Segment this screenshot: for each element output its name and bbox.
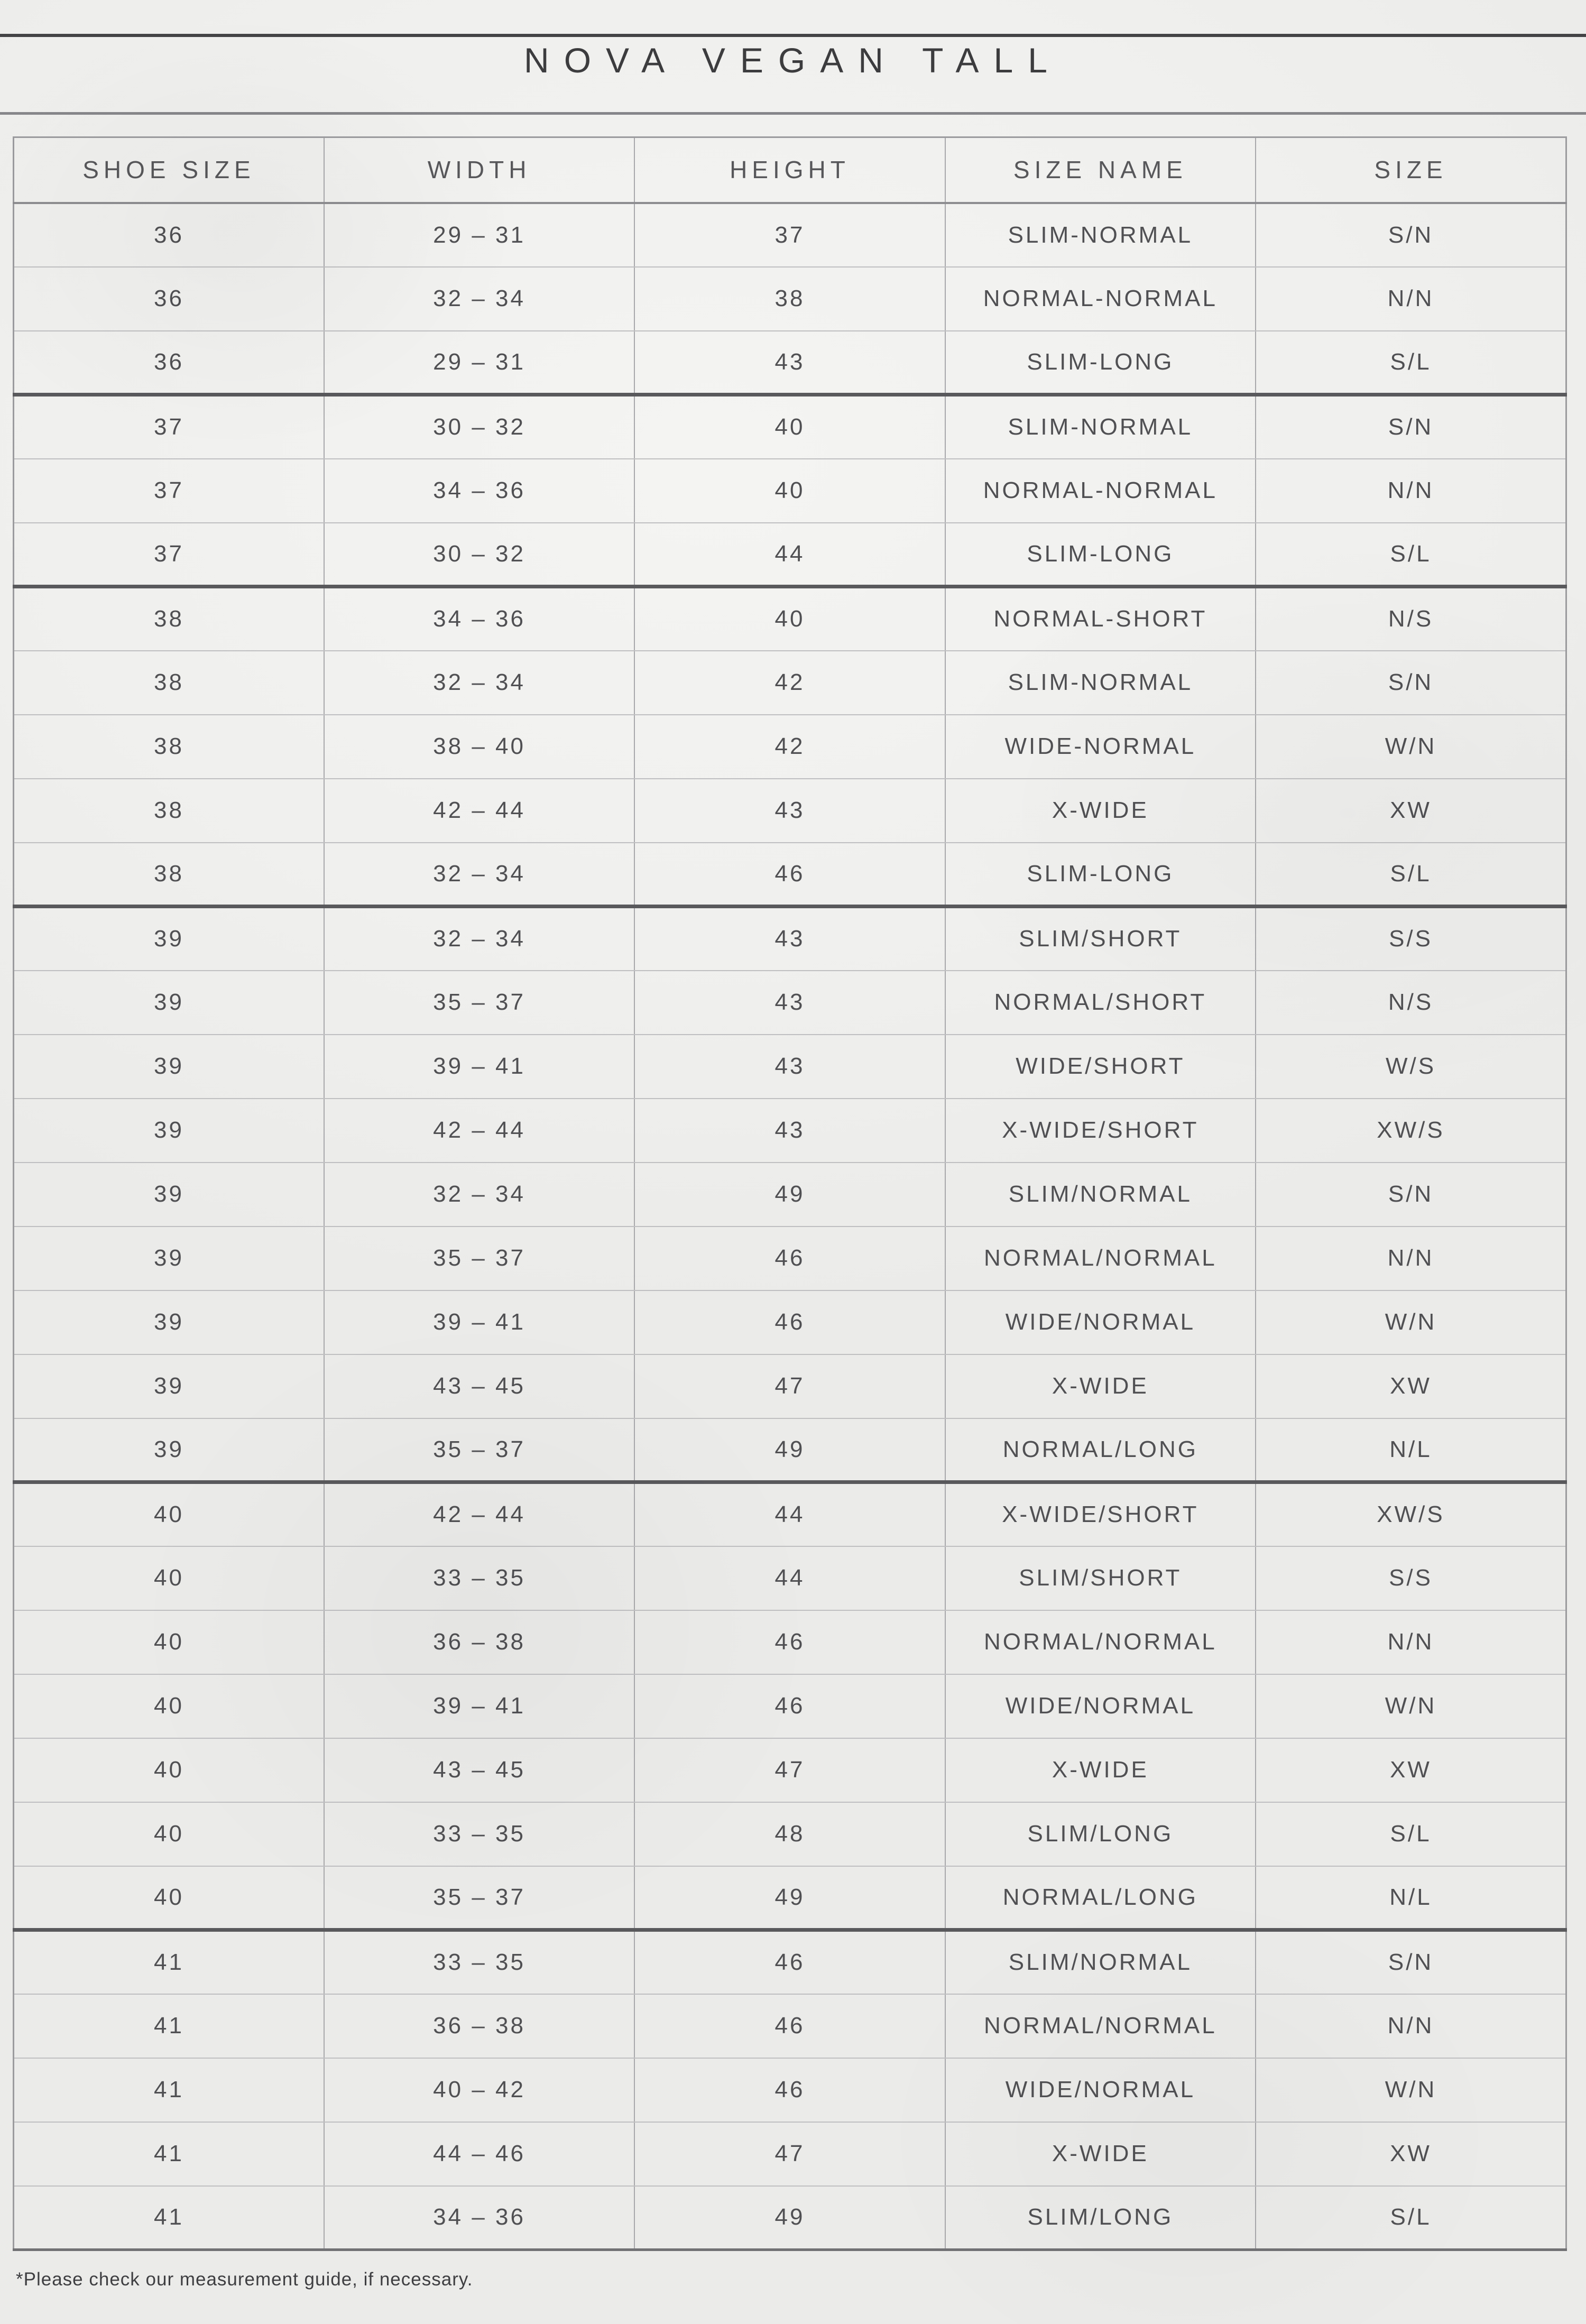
cell-shoe-size: 40	[14, 1546, 324, 1610]
cell-size-name: SLIM/SHORT	[945, 1546, 1256, 1610]
cell-height: 49	[634, 1163, 945, 1226]
table-row	[14, 1418, 1566, 1482]
cell-shoe-size: 40	[14, 1866, 324, 1930]
table-row	[14, 1994, 1566, 2058]
table-row	[14, 1226, 1566, 1290]
cell-size: XW	[1256, 779, 1566, 843]
table-row	[14, 715, 1566, 779]
cell-width: 33 – 35	[324, 1802, 634, 1866]
cell-width: 34 – 36	[324, 2186, 634, 2250]
cell-size: N/N	[1256, 1226, 1566, 1290]
cell-height: 46	[634, 2058, 945, 2122]
table-row	[14, 1738, 1566, 1802]
cell-height: 40	[634, 395, 945, 459]
cell-height: 46	[634, 1610, 945, 1674]
cell-size-name: NORMAL-SHORT	[945, 587, 1256, 651]
cell-size-name: SLIM/LONG	[945, 1802, 1256, 1866]
cell-shoe-size: 39	[14, 1163, 324, 1226]
cell-height: 43	[634, 1099, 945, 1163]
cell-shoe-size: 37	[14, 459, 324, 523]
cell-width: 39 – 41	[324, 1290, 634, 1354]
cell-shoe-size: 36	[14, 203, 324, 267]
cell-size: S/L	[1256, 843, 1566, 907]
table-row	[14, 203, 1566, 267]
cell-size-name: SLIM-LONG	[945, 843, 1256, 907]
table-row	[14, 587, 1566, 651]
cell-width: 36 – 38	[324, 1994, 634, 2058]
measurement-footnote: *Please check our measurement guide, if necessary.	[16, 2269, 473, 2290]
cell-size-name: SLIM/SHORT	[945, 907, 1256, 971]
cell-height: 46	[634, 1930, 945, 1994]
column-header-shoe-size: SHOE SIZE	[14, 137, 324, 203]
table-row	[14, 523, 1566, 587]
cell-size: XW/S	[1256, 1099, 1566, 1163]
table-row	[14, 1546, 1566, 1610]
cell-width: 29 – 31	[324, 203, 634, 267]
cell-shoe-size: 36	[14, 331, 324, 395]
cell-size: W/N	[1256, 2058, 1566, 2122]
cell-width: 32 – 34	[324, 907, 634, 971]
table-row	[14, 907, 1566, 971]
cell-size-name: X-WIDE	[945, 779, 1256, 843]
cell-size-name: NORMAL/LONG	[945, 1866, 1256, 1930]
cell-size-name: X-WIDE	[945, 1738, 1256, 1802]
cell-size: XW/S	[1256, 1482, 1566, 1546]
size-chart	[13, 136, 1567, 2251]
cell-shoe-size: 39	[14, 1035, 324, 1099]
cell-height: 42	[634, 651, 945, 715]
cell-size-name: WIDE/NORMAL	[945, 1674, 1256, 1738]
cell-size-name: WIDE/NORMAL	[945, 1290, 1256, 1354]
cell-shoe-size: 39	[14, 971, 324, 1035]
cell-size-name: X-WIDE	[945, 1354, 1256, 1418]
cell-height: 44	[634, 1482, 945, 1546]
cell-size: S/S	[1256, 907, 1566, 971]
cell-width: 34 – 36	[324, 459, 634, 523]
cell-shoe-size: 38	[14, 843, 324, 907]
table-row	[14, 2058, 1566, 2122]
cell-size-name: X-WIDE	[945, 2122, 1256, 2186]
cell-shoe-size: 38	[14, 779, 324, 843]
cell-size: S/L	[1256, 523, 1566, 587]
cell-width: 38 – 40	[324, 715, 634, 779]
cell-size: S/N	[1256, 203, 1566, 267]
cell-width: 43 – 45	[324, 1738, 634, 1802]
cell-shoe-size: 37	[14, 523, 324, 587]
cell-size-name: WIDE/NORMAL	[945, 2058, 1256, 2122]
table-row	[14, 1610, 1566, 1674]
cell-height: 43	[634, 331, 945, 395]
cell-width: 30 – 32	[324, 395, 634, 459]
cell-width: 32 – 34	[324, 1163, 634, 1226]
cell-height: 47	[634, 2122, 945, 2186]
cell-shoe-size: 39	[14, 1418, 324, 1482]
cell-size-name: SLIM-NORMAL	[945, 395, 1256, 459]
cell-size: W/S	[1256, 1035, 1566, 1099]
cell-height: 48	[634, 1802, 945, 1866]
cell-size: XW	[1256, 2122, 1566, 2186]
cell-size: S/L	[1256, 2186, 1566, 2250]
cell-width: 36 – 38	[324, 1610, 634, 1674]
cell-size: N/N	[1256, 267, 1566, 331]
table-row	[14, 779, 1566, 843]
cell-shoe-size: 41	[14, 1994, 324, 2058]
cell-size-name: SLIM/LONG	[945, 2186, 1256, 2250]
cell-size: S/N	[1256, 1163, 1566, 1226]
cell-height: 43	[634, 971, 945, 1035]
cell-size: N/L	[1256, 1418, 1566, 1482]
cell-size: N/L	[1256, 1866, 1566, 1930]
top-page-rule	[0, 34, 1586, 37]
cell-height: 38	[634, 267, 945, 331]
cell-size-name: SLIM-LONG	[945, 523, 1256, 587]
cell-height: 40	[634, 459, 945, 523]
cell-width: 40 – 42	[324, 2058, 634, 2122]
cell-height: 43	[634, 907, 945, 971]
cell-height: 49	[634, 2186, 945, 2250]
cell-size: W/N	[1256, 715, 1566, 779]
cell-size-name: SLIM-NORMAL	[945, 203, 1256, 267]
cell-shoe-size: 38	[14, 715, 324, 779]
cell-width: 35 – 37	[324, 1226, 634, 1290]
cell-size-name: NORMAL-NORMAL	[945, 267, 1256, 331]
table-row	[14, 971, 1566, 1035]
table-row	[14, 459, 1566, 523]
cell-shoe-size: 40	[14, 1482, 324, 1546]
cell-height: 44	[634, 523, 945, 587]
cell-shoe-size: 36	[14, 267, 324, 331]
cell-size-name: NORMAL/LONG	[945, 1418, 1256, 1482]
cell-height: 46	[634, 1994, 945, 2058]
cell-size-name: WIDE/SHORT	[945, 1035, 1256, 1099]
cell-size-name: SLIM-NORMAL	[945, 651, 1256, 715]
column-header-size-name: SIZE NAME	[945, 137, 1256, 203]
cell-size: XW	[1256, 1738, 1566, 1802]
cell-shoe-size: 38	[14, 587, 324, 651]
cell-height: 46	[634, 1674, 945, 1738]
cell-width: 33 – 35	[324, 1546, 634, 1610]
table-row	[14, 1866, 1566, 1930]
page-title: NOVA VEGAN TALL	[524, 41, 1062, 80]
table-row	[14, 395, 1566, 459]
cell-height: 49	[634, 1418, 945, 1482]
table-row	[14, 1099, 1566, 1163]
table-row	[14, 1674, 1566, 1738]
cell-width: 42 – 44	[324, 1099, 634, 1163]
title-divider-rule	[0, 112, 1586, 115]
cell-size: S/N	[1256, 651, 1566, 715]
table-row	[14, 267, 1566, 331]
cell-height: 47	[634, 1354, 945, 1418]
cell-shoe-size: 40	[14, 1674, 324, 1738]
cell-width: 42 – 44	[324, 779, 634, 843]
cell-height: 43	[634, 779, 945, 843]
cell-width: 35 – 37	[324, 1418, 634, 1482]
cell-width: 32 – 34	[324, 651, 634, 715]
column-header-width: WIDTH	[324, 137, 634, 203]
table-row	[14, 1802, 1566, 1866]
cell-size: N/N	[1256, 1610, 1566, 1674]
cell-size-name: NORMAL-NORMAL	[945, 459, 1256, 523]
cell-width: 43 – 45	[324, 1354, 634, 1418]
cell-height: 46	[634, 843, 945, 907]
cell-width: 34 – 36	[324, 587, 634, 651]
cell-height: 37	[634, 203, 945, 267]
cell-shoe-size: 39	[14, 1354, 324, 1418]
table-row	[14, 2122, 1566, 2186]
size-chart-header	[14, 137, 1566, 203]
cell-height: 46	[634, 1226, 945, 1290]
cell-size-name: NORMAL/NORMAL	[945, 1610, 1256, 1674]
cell-size: N/N	[1256, 1994, 1566, 2058]
cell-size: N/N	[1256, 459, 1566, 523]
cell-size-name: X-WIDE/SHORT	[945, 1482, 1256, 1546]
table-row	[14, 1163, 1566, 1226]
cell-width: 44 – 46	[324, 2122, 634, 2186]
cell-size-name: SLIM-LONG	[945, 331, 1256, 395]
table-row	[14, 1930, 1566, 1994]
cell-size-name: X-WIDE/SHORT	[945, 1099, 1256, 1163]
cell-size-name: WIDE-NORMAL	[945, 715, 1256, 779]
cell-size-name: SLIM/NORMAL	[945, 1163, 1256, 1226]
cell-size: S/S	[1256, 1546, 1566, 1610]
cell-size-name: NORMAL/SHORT	[945, 971, 1256, 1035]
column-header-size: SIZE	[1256, 137, 1566, 203]
table-row	[14, 331, 1566, 395]
cell-width: 33 – 35	[324, 1930, 634, 1994]
table-row	[14, 1354, 1566, 1418]
table-body	[14, 203, 1566, 2250]
cell-shoe-size: 41	[14, 2186, 324, 2250]
cell-shoe-size: 41	[14, 2122, 324, 2186]
cell-width: 39 – 41	[324, 1674, 634, 1738]
cell-size: S/L	[1256, 331, 1566, 395]
cell-shoe-size: 38	[14, 651, 324, 715]
cell-size: S/N	[1256, 395, 1566, 459]
cell-shoe-size: 41	[14, 2058, 324, 2122]
table-row	[14, 651, 1566, 715]
table-row	[14, 1482, 1566, 1546]
cell-height: 43	[634, 1035, 945, 1099]
cell-shoe-size: 39	[14, 1099, 324, 1163]
cell-size: N/S	[1256, 971, 1566, 1035]
cell-size: W/N	[1256, 1674, 1566, 1738]
cell-size: XW	[1256, 1354, 1566, 1418]
cell-width: 30 – 32	[324, 523, 634, 587]
cell-width: 32 – 34	[324, 267, 634, 331]
header-row	[14, 137, 1566, 203]
column-header-height: HEIGHT	[634, 137, 945, 203]
cell-height: 40	[634, 587, 945, 651]
cell-size-name: SLIM/NORMAL	[945, 1930, 1256, 1994]
table-row	[14, 1290, 1566, 1354]
table-row	[14, 1035, 1566, 1099]
cell-shoe-size: 40	[14, 1610, 324, 1674]
cell-size: N/S	[1256, 587, 1566, 651]
cell-width: 29 – 31	[324, 331, 634, 395]
cell-height: 46	[634, 1290, 945, 1354]
table-row	[14, 843, 1566, 907]
size-chart-table	[13, 136, 1567, 2251]
cell-size-name: NORMAL/NORMAL	[945, 1226, 1256, 1290]
cell-shoe-size: 39	[14, 1226, 324, 1290]
cell-size: W/N	[1256, 1290, 1566, 1354]
cell-height: 49	[634, 1866, 945, 1930]
cell-width: 42 – 44	[324, 1482, 634, 1546]
cell-shoe-size: 40	[14, 1738, 324, 1802]
cell-width: 35 – 37	[324, 1866, 634, 1930]
cell-width: 35 – 37	[324, 971, 634, 1035]
cell-width: 32 – 34	[324, 843, 634, 907]
cell-shoe-size: 40	[14, 1802, 324, 1866]
cell-size-name: NORMAL/NORMAL	[945, 1994, 1256, 2058]
cell-size: S/N	[1256, 1930, 1566, 1994]
table-row	[14, 2186, 1566, 2250]
cell-height: 47	[634, 1738, 945, 1802]
cell-height: 42	[634, 715, 945, 779]
cell-height: 44	[634, 1546, 945, 1610]
cell-shoe-size: 41	[14, 1930, 324, 1994]
cell-shoe-size: 39	[14, 907, 324, 971]
cell-size: S/L	[1256, 1802, 1566, 1866]
cell-width: 39 – 41	[324, 1035, 634, 1099]
cell-shoe-size: 39	[14, 1290, 324, 1354]
cell-shoe-size: 37	[14, 395, 324, 459]
